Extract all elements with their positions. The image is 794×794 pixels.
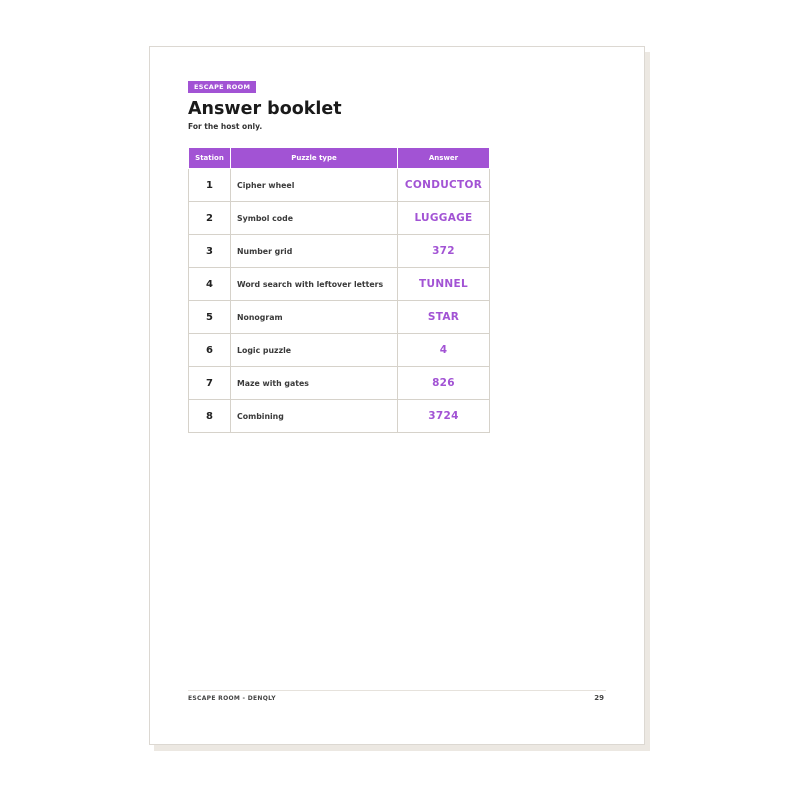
- table-row: [189, 235, 490, 268]
- table-row: [189, 202, 490, 235]
- page-number: 29: [594, 694, 604, 702]
- section-tag: ESCAPE ROOM: [188, 81, 256, 93]
- station-cell: 6: [189, 334, 231, 367]
- footer-running-title: ESCAPE ROOM - DENQLY: [188, 695, 276, 702]
- table-row: [189, 400, 490, 433]
- answer-cell: 372: [398, 235, 490, 268]
- puzzle-type-cell: Nonogram: [231, 301, 398, 334]
- answer-cell: 4: [398, 334, 490, 367]
- table-row: [189, 301, 490, 334]
- station-cell: 7: [189, 367, 231, 400]
- puzzle-type-cell: Number grid: [231, 235, 398, 268]
- answer-cell: STAR: [398, 301, 490, 334]
- column-header-puzzle-type: Puzzle type: [231, 148, 398, 169]
- station-cell: 4: [189, 268, 231, 301]
- table-header-row: [189, 148, 490, 169]
- answer-cell: LUGGAGE: [398, 202, 490, 235]
- station-cell: 1: [189, 169, 231, 202]
- station-cell: 8: [189, 400, 231, 433]
- column-header-station: Station: [189, 148, 231, 169]
- puzzle-type-cell: Logic puzzle: [231, 334, 398, 367]
- puzzle-type-cell: Cipher wheel: [231, 169, 398, 202]
- puzzle-type-cell: Combining: [231, 400, 398, 433]
- puzzle-type-cell: Maze with gates: [231, 367, 398, 400]
- puzzle-type-cell: Symbol code: [231, 202, 398, 235]
- page-subtitle: For the host only.: [188, 122, 263, 131]
- table-row: [189, 367, 490, 400]
- answer-cell: CONDUCTOR: [398, 169, 490, 202]
- station-cell: 2: [189, 202, 231, 235]
- page-title: Answer booklet: [188, 99, 342, 119]
- document-page: [149, 46, 645, 745]
- column-header-answer: Answer: [398, 148, 490, 169]
- answer-cell: TUNNEL: [398, 268, 490, 301]
- footer-divider: [188, 690, 606, 691]
- answer-cell: 826: [398, 367, 490, 400]
- table-row: [189, 268, 490, 301]
- answer-cell: 3724: [398, 400, 490, 433]
- table-row: [189, 169, 490, 202]
- station-cell: 5: [189, 301, 231, 334]
- station-cell: 3: [189, 235, 231, 268]
- answer-table: [188, 147, 490, 433]
- puzzle-type-cell: Word search with leftover letters: [231, 268, 398, 301]
- table-row: [189, 334, 490, 367]
